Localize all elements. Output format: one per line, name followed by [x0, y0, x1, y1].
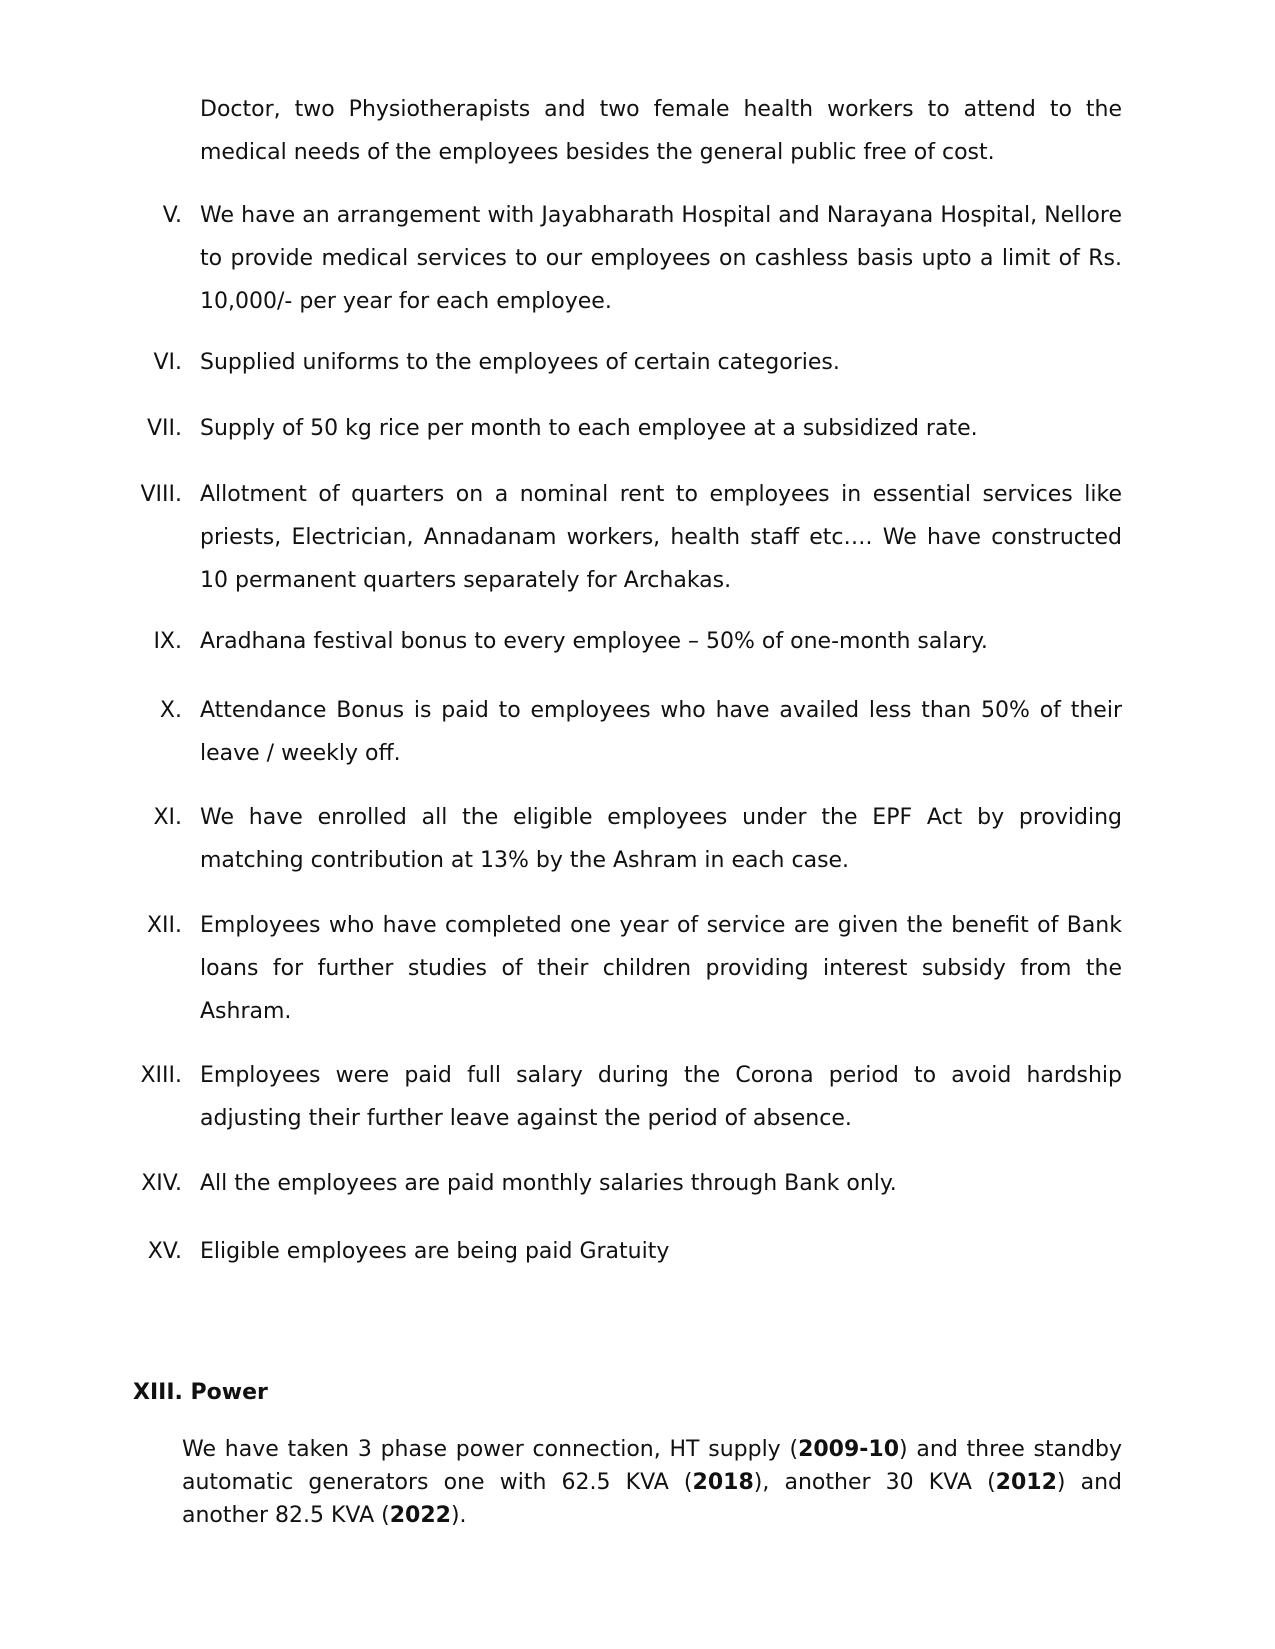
list-numeral: XI.: [153, 805, 182, 830]
list-item-text: Employees were paid full salary during the Corona period to avoid hardship adjusting their further leave against the period of absence.: [200, 1063, 1122, 1131]
list-numeral: XV.: [147, 1239, 182, 1264]
list-numeral: VI.: [153, 350, 182, 375]
list-item-text: Allotment of quarters on a nominal rent to employees in essential services like priests, Electrician, Annadanam workers, health staff etc…. We have constructed 10 permanent quarters separately for Archakas.: [200, 482, 1122, 593]
para-year-bold: 2018: [692, 1470, 754, 1495]
list-numeral: VII.: [146, 416, 182, 441]
para-text: We have taken 3 phase power connection, HT supply (: [182, 1437, 799, 1462]
list-numeral: V.: [162, 203, 182, 228]
para-text: ) and another 82.5 KVA (: [182, 1470, 1123, 1528]
list-numeral: XII.: [146, 913, 182, 938]
list-item-text: Employees who have completed one year of service are given the benefit of Bank loans for further studies of their children providing interest subsidy from the Ashram.: [200, 913, 1122, 1024]
para-text: ).: [450, 1503, 467, 1528]
list-item-text: Aradhana festival bonus to every employee – 50% of one-month salary.: [200, 629, 988, 654]
list-numeral: VIII.: [140, 482, 182, 507]
list-item-text: All the employees are paid monthly salaries through Bank only.: [200, 1171, 897, 1196]
list-item-text: Doctor, two Physiotherapists and two female health workers to attend to the medical needs of the employees besides the general public free of cost.: [200, 97, 1122, 165]
list-item-text: Attendance Bonus is paid to employees who have availed less than 50% of their leave / weekly off.: [200, 698, 1122, 766]
list-numeral: X.: [159, 698, 182, 723]
para-text: ), another 30 KVA (: [753, 1470, 996, 1495]
para-year-bold: 2022: [389, 1503, 451, 1528]
section-paragraph: [182, 1433, 1122, 1532]
section-heading: XIII. Power: [133, 1380, 268, 1405]
list-item-text: We have enrolled all the eligible employees under the EPF Act by providing matching contribution at 13% by the Ashram in each case.: [200, 805, 1122, 873]
list-item-text: Eligible employees are being paid Gratuity: [200, 1239, 670, 1264]
para-text: ) and three standby automatic generators one with 62.5 KVA (: [182, 1437, 1122, 1495]
list-numeral: XIV.: [141, 1171, 182, 1196]
list-numeral: XIII.: [140, 1063, 182, 1088]
list-item-text: Supplied uniforms to the employees of certain categories.: [200, 350, 840, 375]
list-numeral: IX.: [153, 629, 182, 654]
para-year-bold: 2009-10: [798, 1437, 900, 1462]
list-item-text: Supply of 50 kg rice per month to each employee at a subsidized rate.: [200, 416, 978, 441]
para-year-bold: 2012: [995, 1470, 1057, 1495]
list-item-text: We have an arrangement with Jayabharath Hospital and Narayana Hospital, Nellore to provide medical services to our employees on cashless basis upto a limit of Rs. 10,000/- per year for each employee.: [200, 203, 1122, 314]
